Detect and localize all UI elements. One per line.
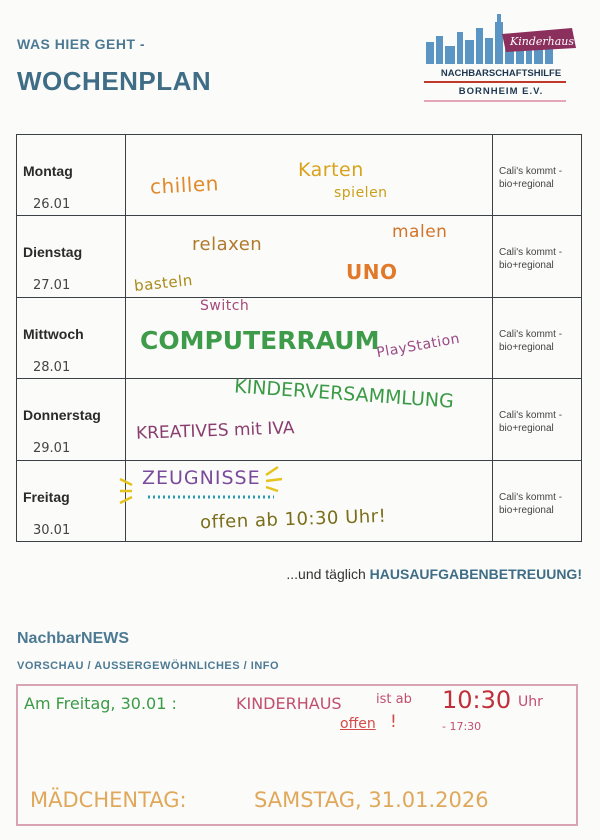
food-cell (493, 379, 582, 460)
news-note: MÄDCHENTAG: (30, 788, 187, 812)
handwritten-note: PlayStation (375, 330, 462, 361)
food-cell (493, 297, 582, 378)
handwritten-note: COMPUTERRAUM (140, 325, 380, 355)
handwritten-note: spielen (334, 185, 388, 201)
day-cell (17, 297, 126, 378)
food-line: bio+regional (499, 341, 554, 353)
activities-cell (126, 375, 493, 460)
news-note: KINDERHAUS (236, 694, 342, 713)
handwritten-note: KINDERVERSAMMLUNG (233, 375, 455, 413)
day-name: Freitag (23, 488, 70, 505)
handwritten-note: relaxen (192, 234, 263, 256)
food-cell (493, 216, 582, 297)
day-cell (17, 379, 126, 460)
handwritten-note: Switch (200, 297, 250, 314)
activities-cell (126, 135, 493, 216)
plan-row-tuesday (17, 216, 582, 297)
food-line: Cali's kommt - (499, 166, 563, 177)
day-cell (17, 216, 126, 297)
news-note: Uhr (518, 694, 543, 710)
news-box (16, 684, 578, 826)
news-note: ! (390, 712, 398, 732)
page-subtitle: WAS HIER GEHT - (17, 36, 146, 52)
news-note: SAMSTAG, 31.01.2026 (254, 788, 489, 812)
plan-row-monday (17, 135, 582, 216)
day-name: Dienstag (23, 244, 83, 261)
food-line: bio+regional (499, 504, 554, 516)
news-note: ist ab (376, 692, 412, 707)
logo-org-line1: NACHBARSCHAFTSHILFE (440, 68, 562, 79)
day-date: 28.01 (33, 359, 71, 375)
logo-org-line2: BORNHEIM E.V. (458, 86, 544, 97)
highlight-rays-left (118, 475, 136, 505)
page-title: WOCHENPLAN (17, 66, 212, 96)
food-line: Cali's kommt - (499, 410, 563, 422)
daily-highlight: HAUSAUFGABENBETREUUNG! (369, 566, 582, 582)
handwritten-note: malen (392, 222, 448, 243)
logo-divider-pink (424, 100, 566, 102)
food-cell (493, 135, 582, 216)
news-note: 10:30 (442, 686, 512, 714)
day-name: Mittwoch (23, 325, 84, 342)
highlight-rays-right (264, 463, 286, 493)
handwritten-note: ZEUGNISSE (142, 466, 261, 489)
logo-badge-text: Kinderhaus (510, 35, 575, 48)
activities-cell (126, 460, 493, 541)
food-line: Cali's kommt - (499, 247, 563, 259)
food-line: bio+regional (499, 179, 554, 190)
food-line: bio+regional (499, 260, 554, 272)
plan-row-friday (17, 460, 582, 541)
news-heading: NachbarNEWS (17, 630, 130, 647)
dotted-underline (146, 493, 276, 501)
day-date: 30.01 (33, 522, 71, 538)
day-date: 29.01 (33, 441, 71, 457)
day-name: Montag (23, 163, 73, 179)
handwritten-note: chillen (149, 171, 220, 199)
activities-cell (126, 297, 493, 378)
news-note: offen (340, 716, 376, 732)
handwritten-note: KREATIVES mit IVA (135, 418, 295, 444)
news-note: - 17:30 (442, 720, 482, 733)
news-note: Am Freitag, 30.01 : (24, 694, 177, 713)
day-cell (17, 460, 126, 541)
daily-homework-note (286, 566, 582, 582)
handwritten-note: Karten (298, 159, 364, 181)
day-date: 27.01 (33, 278, 71, 294)
day-date: 26.01 (33, 197, 71, 212)
handwritten-note: UNO (346, 260, 398, 285)
logo-divider-red (424, 81, 566, 83)
food-line: Cali's kommt - (499, 491, 563, 503)
day-name: Donnerstag (23, 407, 101, 424)
food-line: bio+regional (499, 423, 554, 435)
activities-cell (126, 216, 493, 297)
daily-prefix: ...und täglich (286, 566, 366, 582)
weekly-plan-table (16, 134, 582, 542)
handwritten-note: offen ab 10:30 Uhr! (199, 505, 387, 533)
day-cell (17, 135, 126, 216)
handwritten-note: basteln (133, 271, 194, 296)
food-cell (493, 460, 582, 541)
plan-row-wednesday (17, 297, 582, 378)
news-subheading: VORSCHAU / AUSSERGEWÖHNLICHES / INFO (17, 660, 280, 672)
plan-row-thursday (17, 379, 582, 460)
food-line: Cali's kommt - (499, 328, 563, 340)
